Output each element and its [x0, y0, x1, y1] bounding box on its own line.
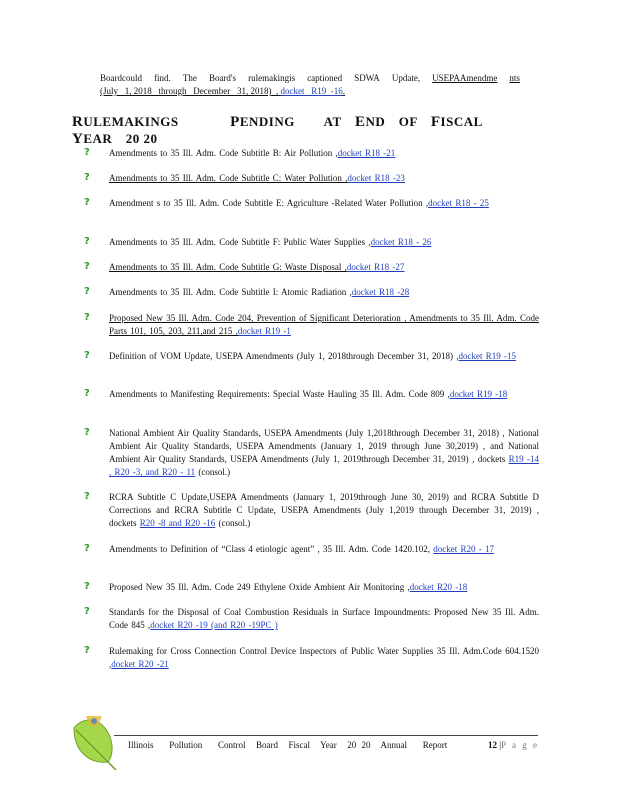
docket-link[interactable]: docket R18 -21 — [337, 148, 396, 158]
heading-part: ULEMAKINGS — [83, 114, 179, 129]
list-item — [84, 286, 544, 299]
footer-title: Illinois Pollution Control Board Fiscal Year 20 20 Annual Report — [128, 740, 448, 750]
item-description: Amendments to 35 Ill. Adm. Code Subtitle F: Public Water Supplies , — [109, 237, 371, 247]
item-text — [109, 606, 539, 632]
intro-period: . — [342, 86, 345, 96]
bullet-icon: ? — [84, 388, 90, 399]
intro-word: Update, — [391, 73, 421, 83]
item-description: Rulemaking for Cross Connection Control Device Inspectors of Public Water Supplies 35 Ill. Adm.Code 604.1520 , — [109, 646, 539, 669]
leaf-logo-icon — [68, 712, 124, 770]
list-item — [84, 543, 544, 556]
list-item — [84, 197, 544, 210]
heading-part: ENDING — [239, 114, 295, 129]
intro-date-range: (July 1, 2018 through December 31, 2018) , — [100, 86, 279, 96]
heading-part: ND — [365, 114, 386, 129]
docket-link[interactable]: docket R19 -1 — [237, 326, 291, 336]
docket-link[interactable]: docket R18 - 26 — [370, 237, 432, 247]
intro-word: SDWA — [354, 73, 380, 83]
list-item — [84, 172, 544, 185]
docket-link[interactable]: R20 -8 and R20 -16 — [139, 518, 216, 528]
docket-link[interactable]: docket R19 -15 — [458, 351, 516, 361]
intro-word: captioned — [307, 73, 343, 83]
list-item — [84, 147, 544, 160]
item-description: RCRA Subtitle C Update,USEPA Amendments (January 1, 2019through June 30, 2019) and RCRA Subtitle D Corrections and RCRA Subtitle C Update, USEPA Amendments (July 1,2019 through December 31, 2019) , dockets — [109, 492, 539, 528]
docket-link[interactable]: R19 -14 , R20 -3, and R20 - 11 — [109, 454, 539, 477]
heading-part: R — [72, 114, 84, 130]
item-description: Proposed New 35 Ill. Adm. Code 249 Ethylene Oxide Ambient Air Monitoring , — [109, 582, 410, 592]
docket-link[interactable]: docket R18 -23 — [347, 173, 405, 183]
item-text — [109, 312, 539, 338]
list-item — [84, 581, 544, 594]
bullet-icon: ? — [84, 491, 90, 502]
intro-word: find. — [154, 73, 171, 83]
bullet-icon: ? — [84, 543, 90, 554]
heading-part: AT — [323, 114, 342, 129]
item-text — [109, 261, 539, 274]
docket-link[interactable]: docket R19 -16 — [280, 86, 343, 96]
item-text — [109, 491, 539, 530]
item-text — [109, 197, 539, 210]
bullet-icon: ? — [84, 606, 90, 617]
intro-word: USEPAAmendme — [432, 73, 498, 83]
item-note: (consol.) — [215, 518, 251, 528]
item-text — [109, 427, 539, 479]
item-description: Amendments to 35 Ill. Adm. Code Subtitle G: Waste Disposal , — [109, 262, 347, 272]
item-text — [109, 236, 539, 249]
item-description: Amendments to 35 Ill. Adm. Code Subtitle I: Atomic Radiation , — [109, 287, 352, 297]
docket-link[interactable]: docket R18 -27 — [346, 262, 405, 272]
item-text — [109, 147, 539, 160]
docket-link[interactable]: docket R20 - 17 — [433, 544, 494, 554]
bullet-icon: ? — [84, 147, 90, 158]
heading-part: F — [430, 114, 441, 130]
item-note: (consol.) — [195, 467, 231, 477]
item-text — [109, 543, 539, 556]
heading-part: OF — [398, 114, 418, 129]
heading-part: EAR — [83, 131, 113, 146]
heading-part: P — [230, 114, 240, 130]
list-item — [84, 236, 544, 249]
intro-word: The — [182, 73, 197, 83]
list-item — [84, 427, 544, 479]
item-text — [109, 581, 539, 594]
intro-word: rulemakingis — [248, 73, 296, 83]
list-item — [84, 606, 544, 632]
item-text — [109, 388, 539, 401]
list-item — [84, 645, 544, 671]
item-description: Amendments to Manifesting Requirements: Special Waste Hauling 35 Ill. Adm. Code 809 , — [109, 389, 450, 399]
bullet-icon: ? — [84, 645, 90, 656]
bullet-icon: ? — [84, 197, 90, 208]
item-description: Definition of VOM Update, USEPA Amendments (July 1, 2018through December 31, 2018) , — [109, 351, 459, 361]
list-item — [84, 350, 544, 363]
item-description: Amendment s to 35 Ill. Adm. Code Subtitle E: Agriculture -Related Water Pollution , — [109, 198, 429, 208]
docket-link[interactable]: docket R18 -28 — [351, 287, 410, 297]
item-description: Proposed New 35 Ill. Adm. Code 204, Prevention of Significant Deterioration , Amendments to 35 Ill. Adm. Code Parts 101, 105, 203, 211,and 215 , — [109, 313, 539, 336]
item-description: Amendments to 35 Ill. Adm. Code Subtitle B: Air Pollution , — [109, 148, 338, 158]
heading-part: E — [354, 114, 366, 130]
intro-word: Board's — [208, 73, 237, 83]
list-item — [84, 261, 544, 274]
bullet-icon: ? — [84, 172, 90, 183]
bullet-icon: ? — [84, 236, 90, 247]
list-item — [84, 388, 544, 401]
page-word: P a g e — [501, 740, 539, 750]
intro-word: nts — [509, 73, 520, 83]
bullet-icon: ? — [84, 312, 90, 323]
page-separator: | — [497, 740, 502, 750]
item-description: Standards for the Disposal of Coal Combustion Residuals in Surface Impoundments: Proposed New 35 Ill. Adm. Code 845 , — [109, 607, 539, 630]
docket-link[interactable]: docket R18 - 25 — [428, 198, 489, 208]
heading-part: Y — [72, 131, 84, 147]
item-text — [109, 286, 539, 299]
bullet-icon: ? — [84, 581, 90, 592]
docket-link[interactable]: docket R20 -18 — [409, 582, 468, 592]
list-item — [84, 491, 544, 530]
heading-part: 20 20 — [125, 131, 158, 146]
item-description: Amendments to 35 Ill. Adm. Code Subtitle C: Water Pollution , — [109, 173, 348, 183]
page-number — [488, 740, 539, 750]
docket-link[interactable]: docket R20 -21 — [111, 659, 169, 669]
intro-word: Boardcould — [100, 73, 142, 83]
bullet-icon: ? — [84, 286, 90, 297]
item-text — [109, 350, 539, 363]
bullet-icon: ? — [84, 261, 90, 272]
item-description: Amendments to Definition of “Class 4 etiologic agent” , 35 Ill. Adm. Code 1420.102, — [109, 544, 430, 554]
docket-link[interactable]: docket R20 -19 (and R20 -19PC ) — [150, 620, 278, 630]
footer-divider — [114, 735, 538, 736]
page-number-value: 12 — [488, 740, 497, 750]
bullet-icon: ? — [84, 350, 90, 361]
list-item — [84, 312, 544, 338]
item-text — [109, 172, 539, 185]
bullet-icon: ? — [84, 427, 90, 438]
docket-link[interactable]: docket R19 -18 — [449, 389, 508, 399]
heading-part: ISCAL — [440, 114, 483, 129]
item-text — [109, 645, 539, 671]
item-description: National Ambient Air Quality Standards, USEPA Amendments (July 1,2018through December 31, 2018) , National Ambient Air Quality Standards, USEPA Amendments (January 1, 2019 through June 30,2019) , and National Ambient Air Quality Standards, USEPA Amendments (July 1, 2019through December 31, 2019) , dockets — [109, 428, 539, 464]
